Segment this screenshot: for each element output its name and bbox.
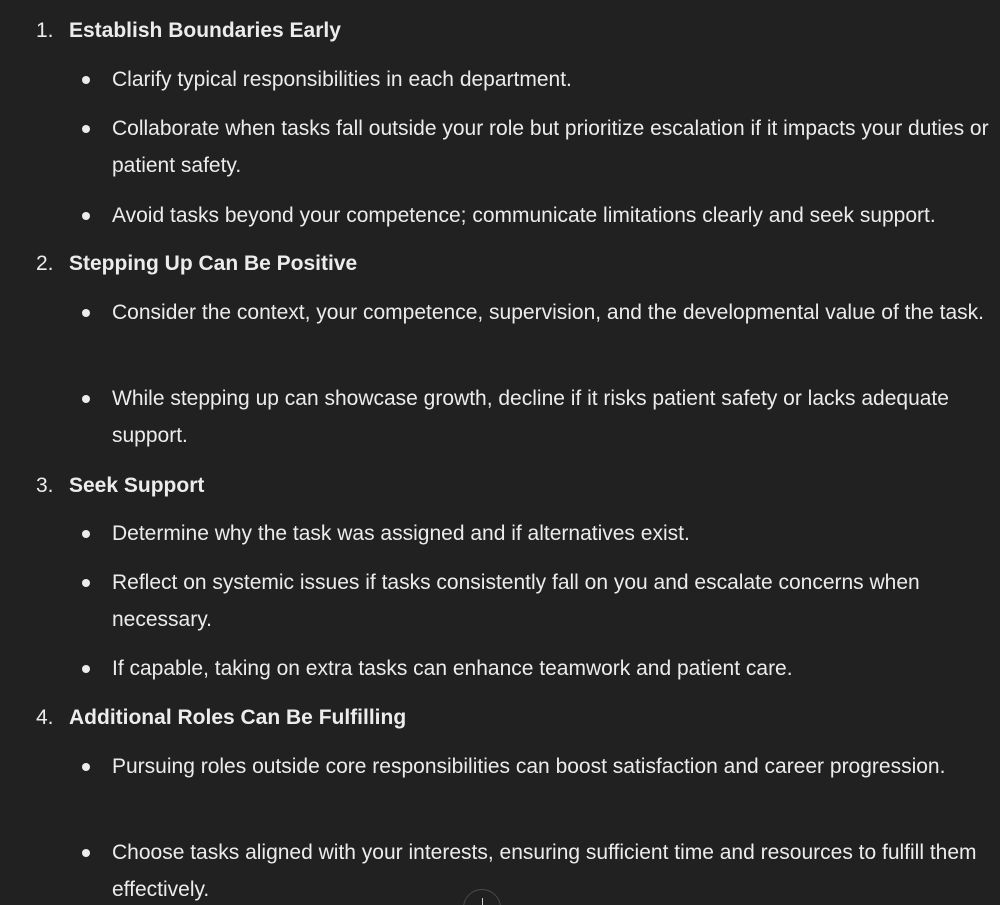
bullet-dot: [82, 579, 90, 587]
list-item: Avoid tasks beyond your competence; communicate limitations clearly and seek support.: [112, 204, 936, 227]
list-item: Consider the context, your competence, supervision, and the developmental value of the task.: [112, 301, 985, 324]
list-item: Reflect on systemic issues if tasks consistently fall on you and escalate concerns when necessary.: [112, 571, 920, 631]
section-number: 1.: [36, 19, 54, 42]
list-item: Collaborate when tasks fall outside your role but prioritize escalation if it impacts your duties or patient safety.: [112, 117, 989, 177]
section-title: Stepping Up Can Be Positive: [69, 252, 358, 275]
arrow-down-icon: [482, 898, 483, 905]
list-item: Clarify typical responsibilities in each department.: [112, 68, 572, 91]
bullet-dot: [82, 763, 90, 771]
section-title: Establish Boundaries Early: [69, 19, 341, 42]
section-title: Seek Support: [69, 474, 205, 497]
list-item: If capable, taking on extra tasks can enhance teamwork and patient care.: [112, 657, 793, 680]
bullet-dot: [82, 212, 90, 220]
bullet-dot: [82, 309, 90, 317]
bullet-dot: [82, 849, 90, 857]
section-title: Additional Roles Can Be Fulfilling: [69, 706, 407, 729]
bullet-dot: [82, 125, 90, 133]
list-item: While stepping up can showcase growth, decline if it risks patient safety or lacks adequate support.: [112, 387, 949, 447]
list-item: Determine why the task was assigned and if alternatives exist.: [112, 522, 690, 545]
bullet-dot: [82, 530, 90, 538]
section-number: 3.: [36, 474, 54, 497]
bullet-dot: [82, 76, 90, 84]
section-number: 4.: [36, 706, 54, 729]
bullet-dot: [82, 665, 90, 673]
bullet-dot: [82, 395, 90, 403]
list-item: Pursuing roles outside core responsibilities can boost satisfaction and career progression.: [112, 755, 946, 778]
list-item: Choose tasks aligned with your interests, ensuring sufficient time and resources to fulfill them effectively.: [112, 841, 977, 901]
section-number: 2.: [36, 252, 54, 275]
